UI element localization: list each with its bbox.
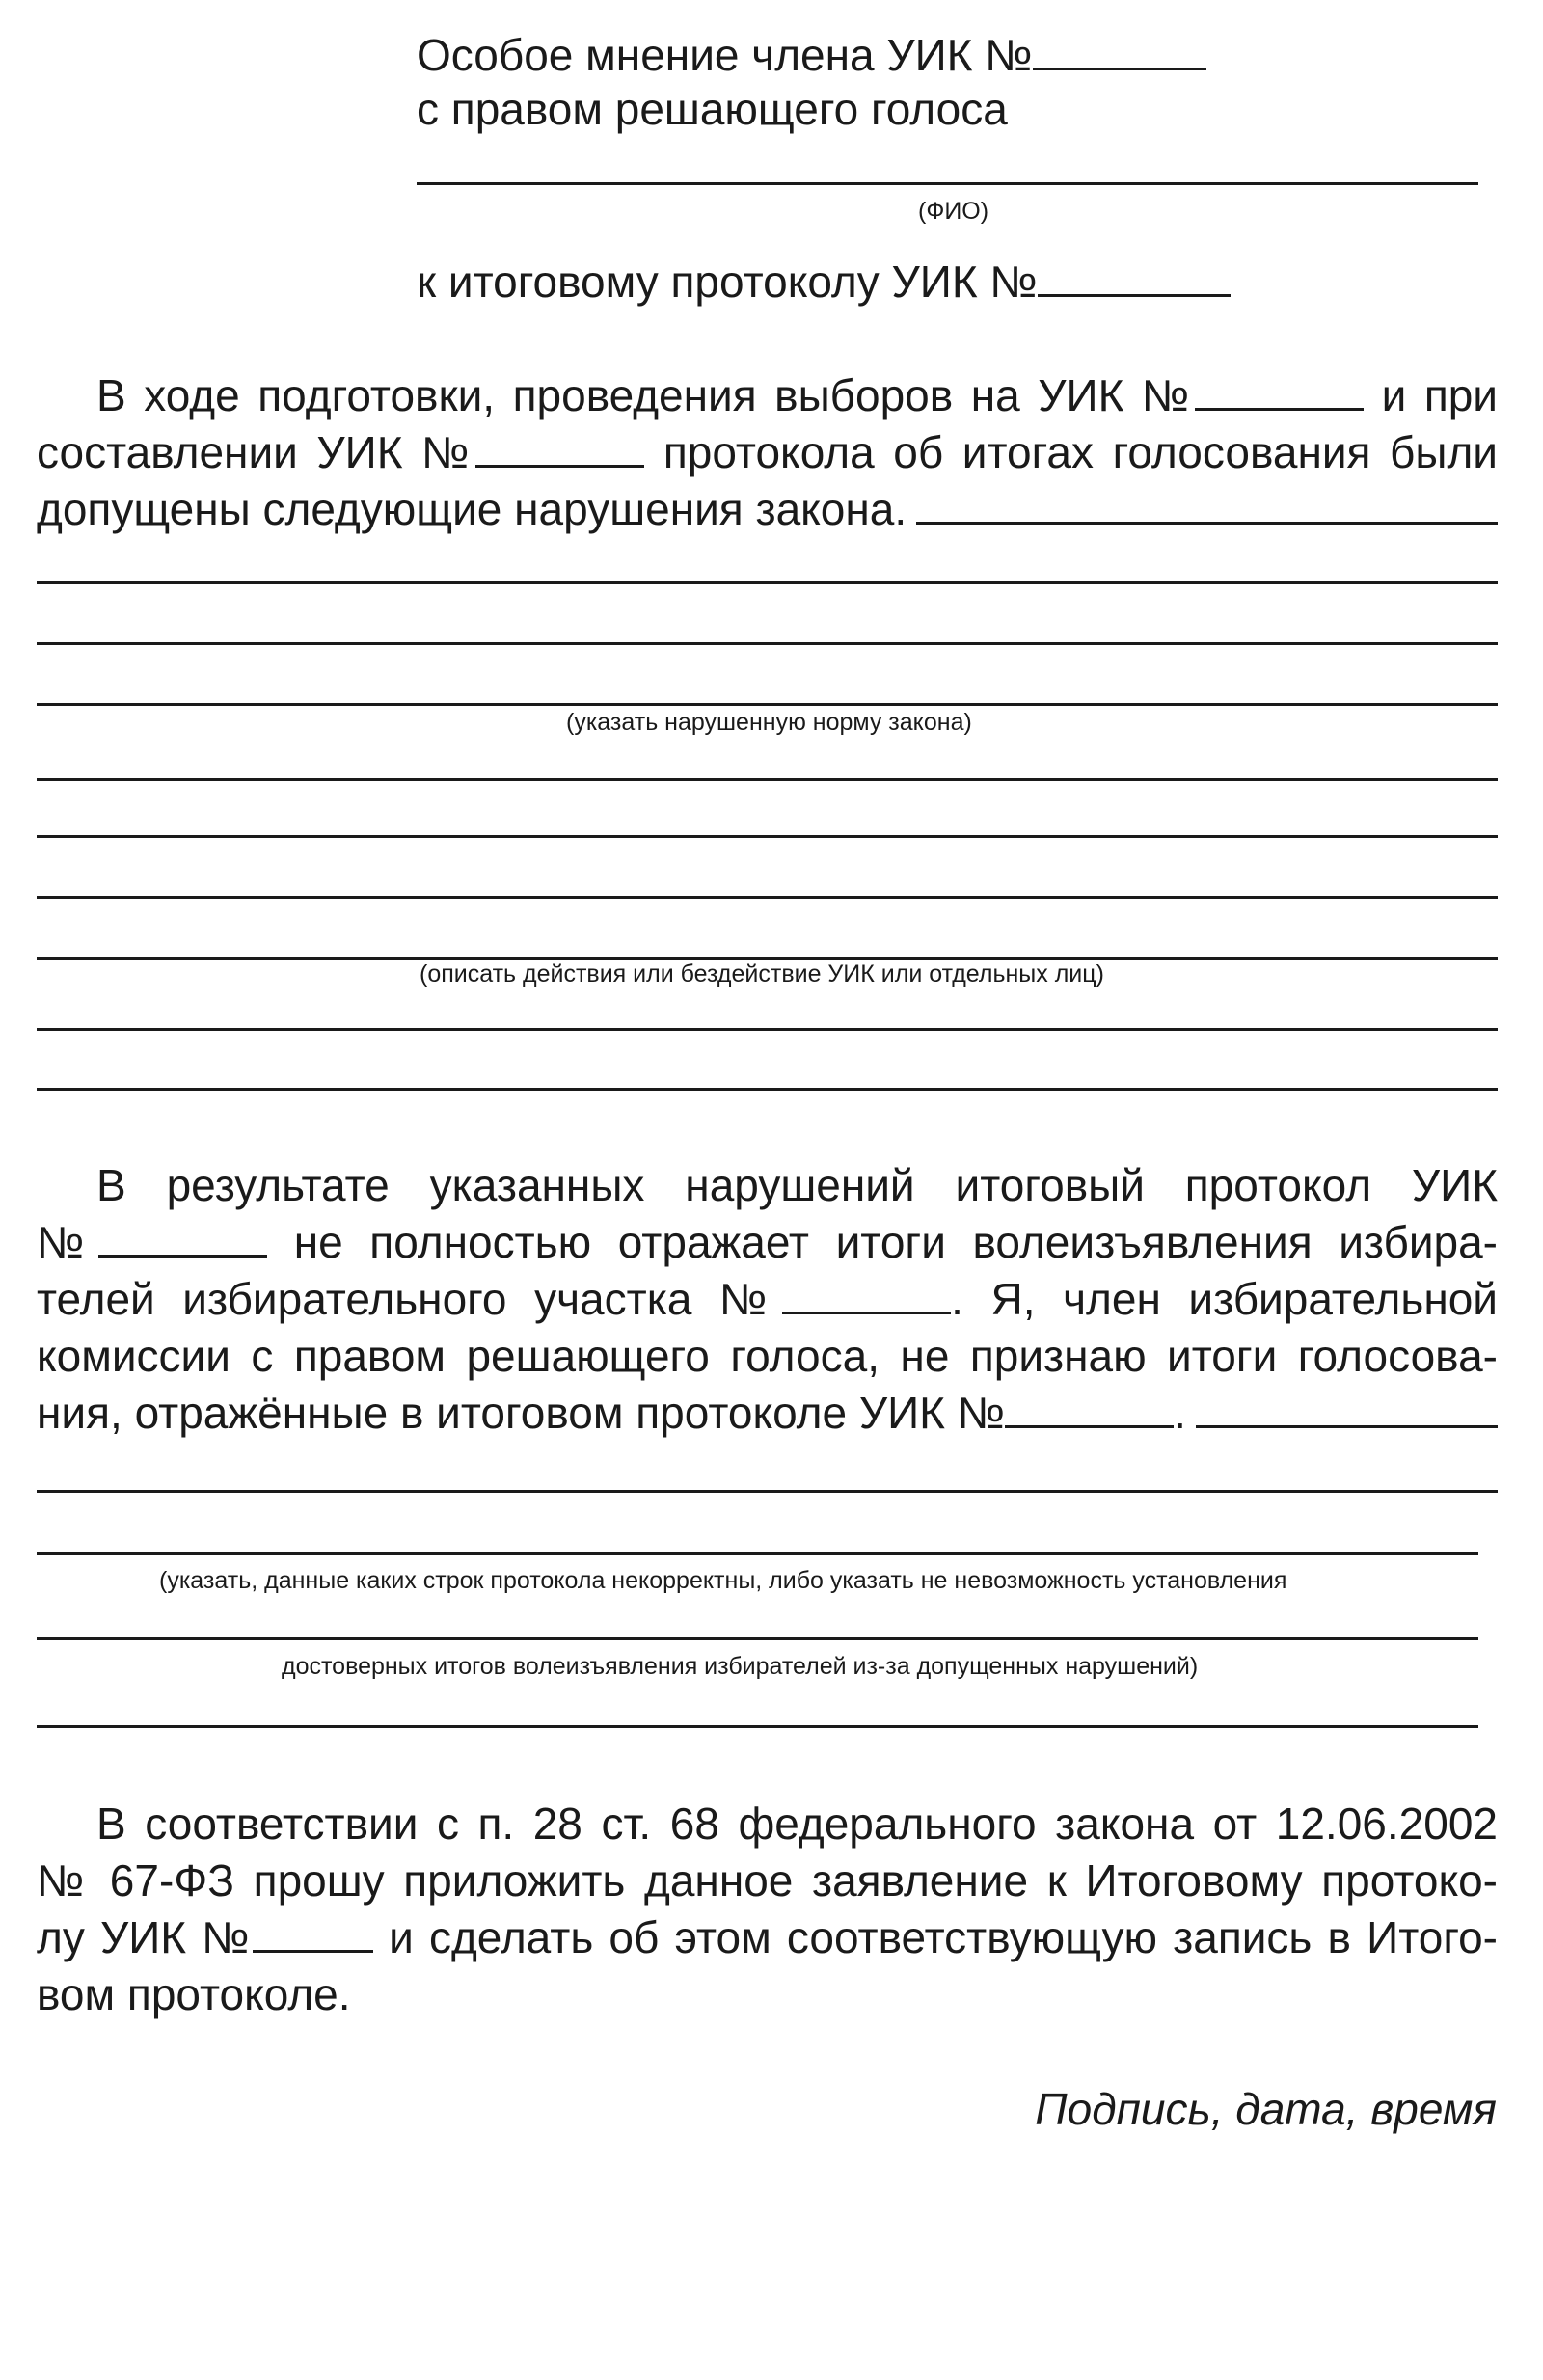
section2-line-3: телей избирательного участка № . Я, член избирательной [37,1274,1498,1324]
answer-line[interactable] [37,1637,1478,1640]
section3-uik-blank[interactable] [253,1913,373,1953]
section1-uik-blank-1[interactable] [1195,371,1364,411]
violations-field-start[interactable] [916,489,1498,525]
fio-line[interactable] [417,182,1478,185]
answer-line[interactable] [37,896,1498,899]
answer-line[interactable] [37,835,1498,838]
section2-line-4: комиссии с правом решающего голоса, не признаю итоги голосова- [37,1331,1498,1381]
title-line-2: с правом решающего голоса [417,84,1008,134]
section2-line-5: ния, отражённые в итоговом протоколе УИК № . [37,1385,1498,1441]
section1-line-2: составлении УИК № протокола об итогах голосования были [37,427,1499,477]
section2-uik-blank-2[interactable] [1005,1389,1174,1428]
section1-line-3: допущены следующие нарушения закона. [37,481,1498,537]
section2-uik-blank-1[interactable] [98,1218,267,1258]
uik-number-blank[interactable] [1033,31,1206,70]
section3-line-2: № 67-ФЗ прошу приложить данное заявление к Итоговому протоко- [37,1855,1498,1906]
title-line-1: Особое мнение члена УИК № [417,27,1206,83]
fio-hint: (ФИО) [918,198,989,225]
section2-line-2: № не полностью отражает итоги волеизъявления избира- [37,1217,1498,1267]
section3-line-4: вом протоколе. [37,1969,351,2019]
answer-line[interactable] [37,1490,1498,1493]
answer-line[interactable] [37,1552,1478,1555]
section3-line-1: В соответствии с п. 28 ст. 68 федерального закона от 12.06.2002 [96,1799,1498,1849]
answer-line[interactable] [37,1088,1498,1091]
section2-line-1: В результате указанных нарушений итоговый протокол УИК [96,1160,1498,1210]
answer-line[interactable] [37,1725,1478,1728]
answer-line[interactable] [37,1028,1498,1031]
section1-uik-blank-2[interactable] [475,428,644,468]
section3-line-3: лу УИК № и сделать об этом соответствующую запись в Итого- [37,1912,1499,1962]
answer-line[interactable] [37,642,1498,645]
hint-actions: (описать действия или бездействие УИК или отдельных лиц) [420,960,1104,987]
signature-label: Подпись, дата, время [1035,2084,1497,2134]
answer-line[interactable] [37,581,1498,584]
protocol-line: к итоговому протоколу УИК № [417,254,1231,310]
polling-station-blank[interactable] [782,1275,951,1314]
details-field-start[interactable] [1196,1393,1498,1428]
hint-norm: (указать нарушенную норму закона) [566,709,972,736]
hint-protocol-lines-2: достоверных итогов волеизъявления избирателей из-за допущенных нарушений) [282,1653,1199,1680]
answer-line[interactable] [37,778,1498,781]
protocol-uik-number-blank[interactable] [1038,257,1231,297]
hint-protocol-lines-1: (указать, данные каких строк протокола некорректны, либо указать не невозможность установления [159,1567,1287,1594]
answer-line[interactable] [37,703,1498,706]
section1-line-1: В ходе подготовки, проведения выборов на УИК № и при [96,370,1499,420]
